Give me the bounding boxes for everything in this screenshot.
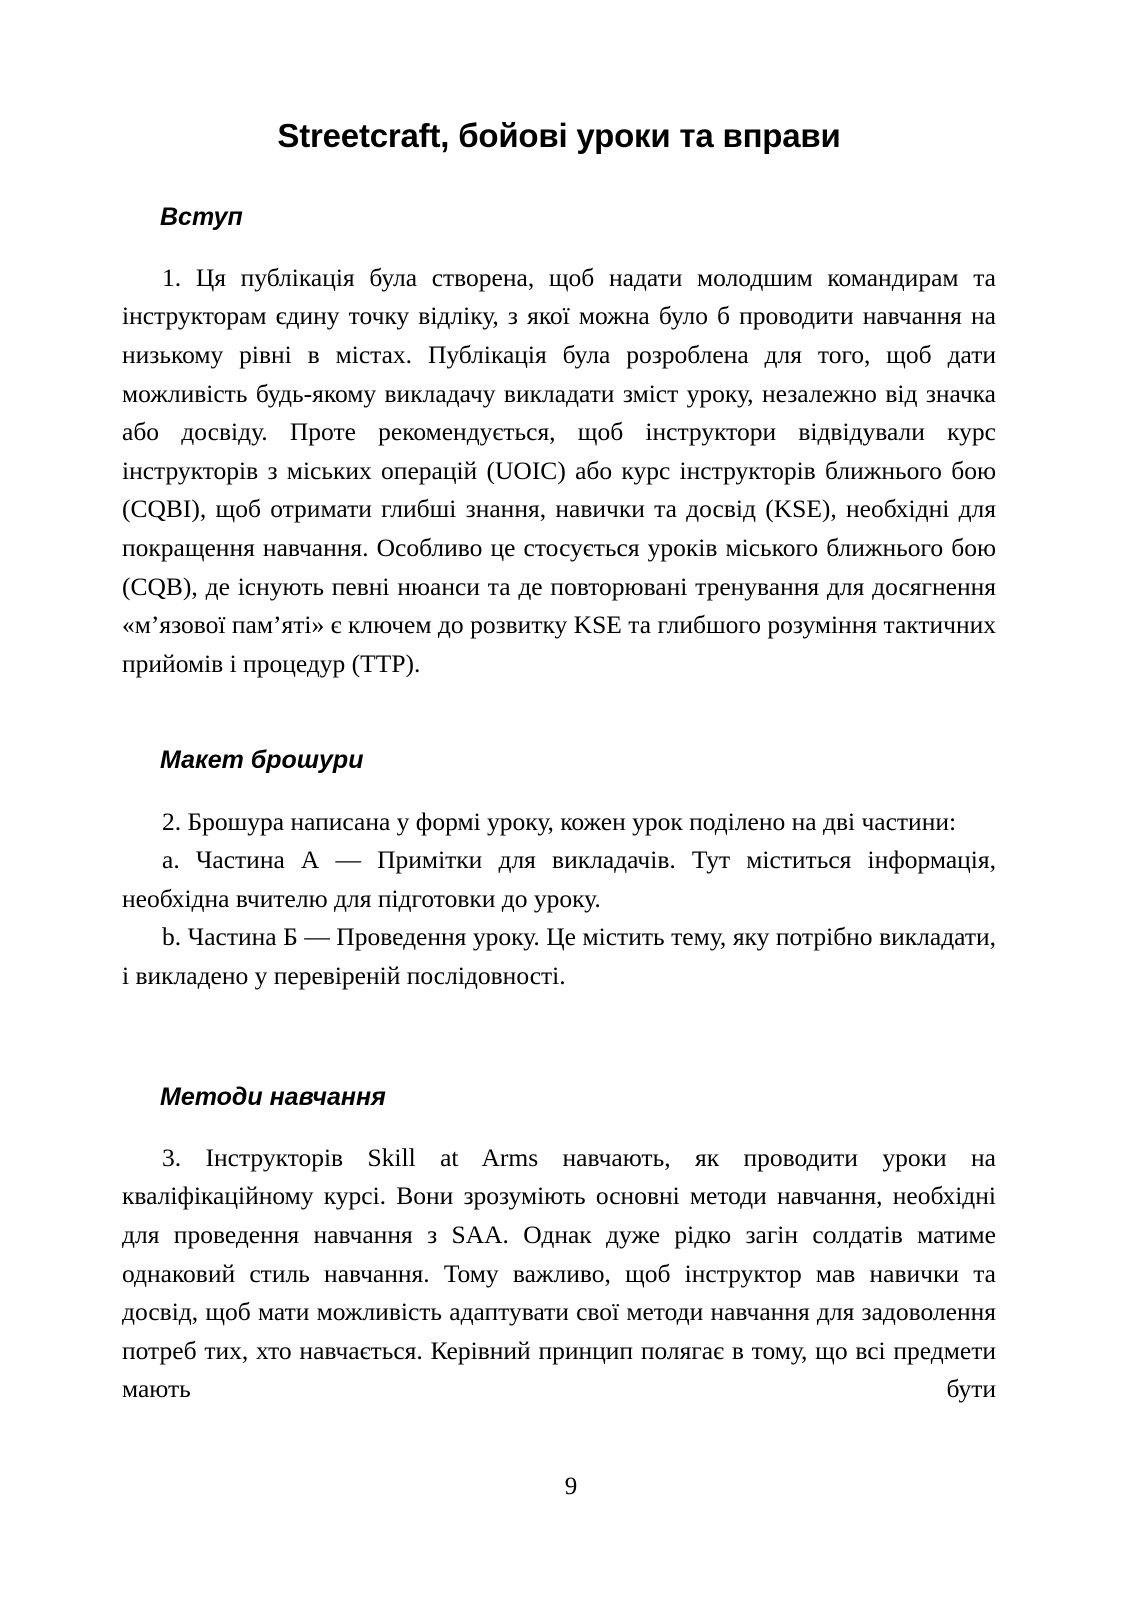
section-heading-layout: Макет брошури: [160, 746, 364, 775]
paragraph-2b: b. Частина Б — Проведення уроку. Це містить тему, яку потрібно викладати, і викладено у перевіреній послідовності.: [122, 922, 996, 990]
paragraph-3: 3. Інструкторів Skill at Arms навчають, як проводити уроки на кваліфікаційному курсі. Вони зрозуміють основні методи навчання, необхідні для проведення навчання з SAA. Однак дуже рідко загін солдатів матиме однаковий стиль навчання. Тому важливо, щоб інструктор мав навички та досвід, щоб мати можливість адаптувати свої методи навчання для задоволення потреб тих, хто навчається. Керівний принцип полягає в тому, що всі предмети мають бути: [122, 1142, 996, 1404]
section-heading-methods: Методи навчання: [160, 1082, 386, 1111]
section-heading-intro: Вступ: [160, 202, 243, 231]
page-content: [122, 0, 996, 1448]
paragraph-1: 1. Ця публікація була створена, щоб надати молодшим командирам та інструкторам єдину точку відліку, з якої можна було б проводити навчання на низькому рівні в містах. Публікація була розроблена для того, щоб дати можливість будь-якому викладачу викладати зміст уроку, незалежно від значка або досвіду. Проте рекомендується, щоб інструктори відвідували курс інструкторів з міських операцій (UOIC) або курс інструкторів ближнього бою (CQBI), щоб отримати глибші знання, навички та досвід (KSE), необхідні для покращення навчання. Особливо це стосується уроків міського ближнього бою (CQB), де існують певні нюанси та де повторювані тренування для досягнення «м’язової пам’яті» є ключем до розвитку KSE та глибшого розуміння тактичних прийомів і процедур (TTP).: [122, 262, 996, 678]
page-number: 9: [564, 1473, 578, 1500]
page-title: Streetcraft, бойові уроки та вправи: [277, 117, 841, 154]
paragraph-2a: a. Частина А — Примітки для викладачів. Тут міститься інформація, необхідна вчителю для підготовки до уроку.: [122, 845, 996, 913]
paragraph-2: 2. Брошура написана у формі уроку, кожен урок поділено на дві частини:: [162, 806, 957, 836]
